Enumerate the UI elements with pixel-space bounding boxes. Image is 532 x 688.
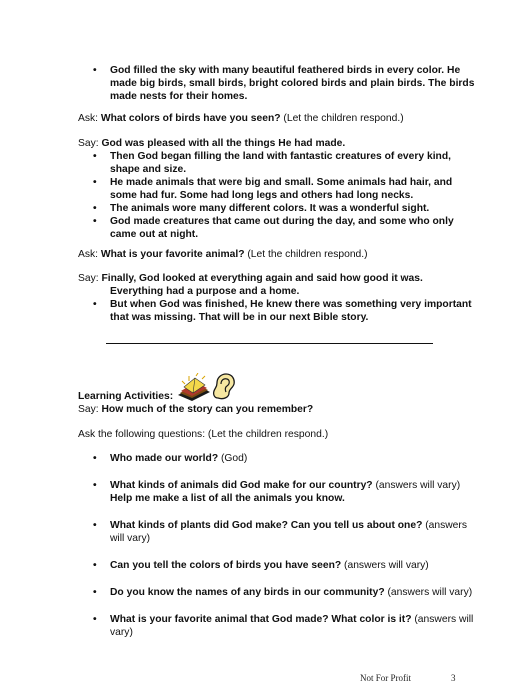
list-item: • But when God was finished, He knew there was something very important that was missing. That will be in our next Bible story. (93, 299, 472, 323)
say-finally: Say: Finally, God looked at everything again and said how good it was. Everything had a purpose and a home. (78, 273, 423, 297)
footer-label: Not For Profit (360, 673, 412, 683)
list-item: • God made creatures that came out during the day, and some who only came out at night. (93, 216, 454, 240)
learning-activities: Learning Activities: Say: How much of the story can you remember? (78, 391, 314, 415)
question-instruction: Ask the following questions: (Let the children respond.) (78, 429, 329, 440)
ask-colors-of-birds: Ask: What colors of birds have you seen? (Let the children respond.) (78, 113, 404, 124)
creatures-bullet-list (78, 150, 478, 241)
list-item: • God filled the sky with many beautiful feathered birds in every color. He made big birds, small birds, bright colored birds and plain birds. The birds made nests for their homes. (93, 65, 475, 102)
list-item: • He made animals that were big and small. Some animals had hair, and some had fur. Some had long legs and others had long necks. (93, 177, 453, 201)
section-divider (106, 343, 433, 344)
list-item: • Can you tell the colors of birds you have seen? (answers will vary) (93, 560, 429, 571)
page-number: 3 (451, 673, 456, 683)
list-item: • Who made our world? (God) (93, 453, 248, 464)
say-god-pleased: Say: God was pleased with all the things He had made. (78, 138, 346, 149)
list-item: • Then God began filling the land with fantastic creatures of every kind, shape and size. (93, 151, 451, 175)
page-footer (360, 673, 460, 683)
list-item: • Do you know the names of any birds in our community? (answers will vary) (93, 587, 473, 598)
list-item: • What kinds of plants did God make? Can you tell us about one? (answers will vary) (93, 520, 467, 544)
question-list (78, 452, 478, 653)
ask-favorite-animal: Ask: What is your favorite animal? (Let the children respond.) (78, 249, 368, 260)
list-item: • What kinds of animals did God make for our country? (answers will vary) Help me make a list of all the animals you know. (93, 480, 461, 504)
list-item: • What is your favorite animal that God made? What color is it? (answers will vary) (93, 614, 474, 638)
list-item: • The animals wore many different colors. It was a wonderful sight. (93, 203, 430, 214)
top-bullet-list (78, 64, 478, 103)
missing-bullet-list (78, 298, 478, 324)
